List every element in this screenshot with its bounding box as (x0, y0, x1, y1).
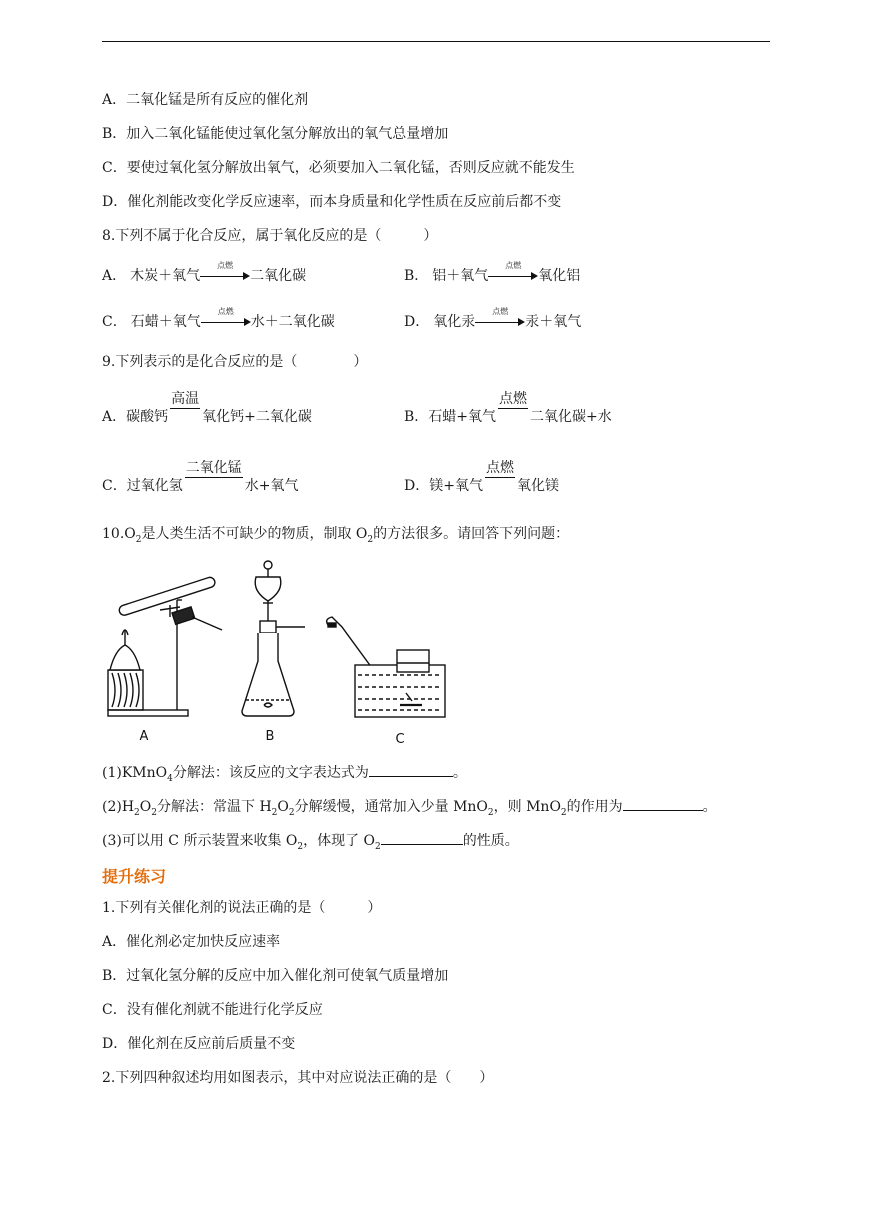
part-text: 分解缓慢，通常加入少量 MnO (294, 799, 488, 815)
part-text: 。 (452, 765, 467, 781)
arrow-condition: 点燃 (505, 261, 522, 270)
reaction-equals-bar (185, 459, 243, 496)
subscript: 2 (271, 807, 278, 818)
practice-q2-stem: 2.下列四种叙述均用如图表示，其中对应说法正确的是（ ） (102, 1070, 494, 1086)
practice-q1-stem: 1.下列有关催化剂的说法正确的是（ ） (102, 900, 382, 916)
option-label: D． (404, 478, 430, 494)
subscript: 2 (134, 807, 140, 818)
q10-stem (102, 524, 569, 550)
reaction-equals-bar (498, 390, 528, 427)
reactants: 氧化汞 (433, 314, 476, 330)
q9-option-c (102, 459, 298, 496)
reactants: 碳酸钙 (126, 409, 169, 425)
option-label: B． (404, 409, 429, 425)
bar-condition: 点燃 (485, 460, 514, 476)
option-label: C． (102, 314, 127, 330)
products: 水＋二氧化碳 (250, 314, 335, 330)
part-text: O (277, 799, 289, 815)
reactants: 石蜡+氧气 (428, 409, 497, 425)
q10-part-1 (102, 762, 467, 789)
reactants: 过氧化氢 (126, 478, 183, 494)
subscript: 2 (151, 807, 157, 818)
stem-text: 10.O (102, 526, 136, 542)
figure-label-b: B (265, 729, 275, 744)
stem-text: 的方法很多。请回答下列问题： (373, 526, 570, 542)
products: 水+氧气 (244, 478, 299, 494)
option-label: A． (102, 409, 127, 425)
products: 氧化钙+二氧化碳 (202, 409, 312, 425)
option-label: D． (404, 314, 430, 330)
subscript: 2 (367, 534, 374, 545)
lab-apparatus-figure (100, 555, 480, 750)
products: 二氧化碳 (250, 268, 307, 284)
q7-option-c: C．要使过氧化氢分解放出氧气，必须要加入二氧化锰，否则反应就不能发生 (102, 160, 575, 176)
subscript: 2 (375, 841, 381, 852)
header-rule (102, 41, 770, 42)
figure-label-c: C (395, 732, 405, 747)
subscript: 2 (487, 807, 494, 818)
reactants: 木炭＋氧气 (130, 268, 201, 284)
section-title: 提升练习 (102, 867, 167, 886)
arrow-condition: 点燃 (217, 261, 234, 270)
option-label: A． (102, 268, 127, 284)
apparatus-c (327, 617, 445, 717)
q8-stem: 8.下列不属于化合反应，属于氧化反应的是（ ） (102, 228, 438, 244)
apparatus-b (242, 561, 305, 716)
practice-q1-option-b: B．过氧化氢分解的反应中加入催化剂可使氧气质量增加 (102, 968, 449, 984)
part-text: 分解法：该反应的文字表达式为 (172, 765, 369, 781)
reactants: 镁+氧气 (429, 478, 483, 494)
reactants: 石蜡＋氧气 (130, 314, 201, 330)
reaction-arrow (201, 307, 251, 329)
part-text: 分解法：常温下 H (157, 799, 272, 815)
part-text: 的性质。 (462, 833, 519, 849)
part-text: 。 (702, 799, 717, 815)
subscript: 2 (560, 807, 567, 818)
answer-blank[interactable] (623, 796, 703, 811)
arrow-condition: 点燃 (217, 307, 234, 316)
answer-blank[interactable] (381, 830, 463, 845)
products: 氧化铝 (538, 268, 581, 284)
q10-part-2 (102, 796, 717, 823)
bar-condition: 高温 (171, 391, 200, 407)
q8-option-b (404, 261, 581, 286)
products: 二氧化碳+水 (530, 409, 612, 425)
practice-q1-option-a: A．催化剂必定加快反应速率 (102, 934, 281, 950)
reaction-arrow (200, 261, 250, 283)
bar-condition: 二氧化锰 (185, 460, 242, 476)
part-text: (1)KMnO (102, 765, 168, 781)
part-text: (3)可以用 C 所示装置来收集 O (102, 833, 298, 849)
reaction-equals-bar (485, 459, 515, 496)
reactants: 铝＋氧气 (432, 268, 489, 284)
part-text: ，体现了 O (303, 833, 376, 849)
q8-option-c (102, 307, 335, 332)
q7-option-b: B．加入二氧化锰能使过氧化氢分解放出的氧气总量增加 (102, 126, 449, 142)
q7-option-a: A．二氧化锰是所有反应的催化剂 (102, 92, 309, 108)
reaction-arrow (488, 261, 538, 283)
part-text: 的作用为 (566, 799, 623, 815)
option-label: C． (102, 478, 127, 494)
bar-condition: 点燃 (499, 391, 528, 407)
figure-label-a: A (139, 729, 149, 744)
q8-option-a (102, 261, 307, 286)
arrow-condition: 点燃 (492, 307, 509, 316)
apparatus-a (108, 576, 222, 716)
products: 氧化镁 (516, 478, 559, 494)
reaction-equals-bar (170, 390, 200, 427)
q10-part-3 (102, 830, 519, 857)
part-text: (2)H (102, 799, 135, 815)
subscript: 2 (288, 807, 295, 818)
subscript: 2 (135, 534, 142, 545)
reaction-arrow (475, 307, 525, 329)
stem-text: 是人类生活不可缺少的物质，制取 O (141, 526, 368, 542)
subscript: 2 (297, 841, 304, 852)
q9-stem: 9.下列表示的是化合反应的是（ ） (102, 354, 368, 370)
part-text: ，则 MnO (493, 799, 561, 815)
q8-option-d (404, 307, 582, 332)
practice-q1-option-c: C．没有催化剂就不能进行化学反应 (102, 1002, 323, 1018)
products: 汞＋氧气 (525, 314, 582, 330)
subscript: 4 (167, 773, 173, 784)
q9-option-b (404, 390, 612, 427)
practice-q1-option-d: D．催化剂在反应前后质量不变 (102, 1036, 296, 1052)
q9-option-a (102, 390, 312, 427)
q9-option-d (404, 459, 559, 496)
answer-blank[interactable] (369, 762, 453, 777)
q7-option-d: D．催化剂能改变化学反应速率，而本身质量和化学性质在反应前后都不变 (102, 194, 562, 210)
part-text: O (139, 799, 152, 815)
option-label: B． (404, 268, 429, 284)
